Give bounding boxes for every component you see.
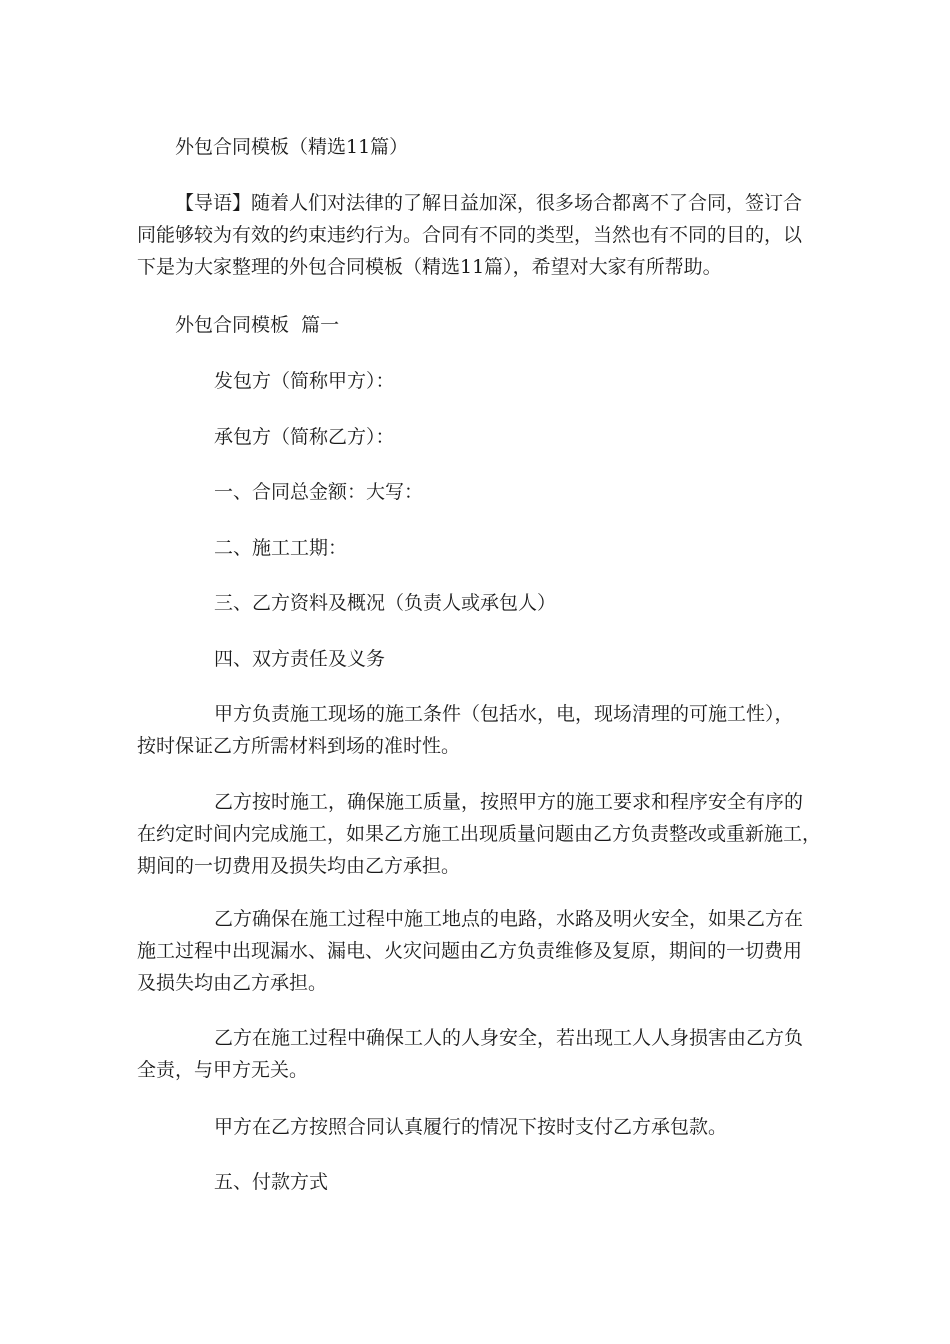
responsibility-paragraph-5: 甲方在乙方按照合同认真履行的情况下按时支付乙方承包款。 [214,1116,728,1138]
party-a-line: 发包方（简称甲方）： [214,370,395,392]
p1-line-2: 按时保证乙方所需材料到场的准时性。 [137,735,461,757]
intro-paragraph [137,187,837,283]
p2-line-3: 期间的一切费用及损失均由乙方承担。 [137,855,461,877]
contract-amount-item: 一、合同总金额：大写： [214,481,424,503]
party-b-line: 承包方（简称乙方）： [214,426,395,448]
p3-line-3: 及损失均由乙方承担。 [137,972,328,994]
intro-line-2: 同能够较为有效的约束违约行为。合同有不同的类型，当然也有不同的目的，以 [137,224,803,246]
payment-method-heading: 五、付款方式 [214,1171,329,1193]
intro-line-3: 下是为大家整理的外包合同模板（精选11篇），希望对大家有所帮助。 [137,256,722,278]
party-b-info-item: 三、乙方资料及概况（负责人或承包人） [214,592,557,614]
document-title: 外包合同模板（精选11篇） [175,136,409,158]
p3-line-2: 施工过程中出现漏水、漏电、火灾问题由乙方负责维修及复原，期间的一切费用 [137,940,803,962]
p4-line-1: 乙方在施工过程中确保工人的人身安全，若出现工人人身损害由乙方负 [214,1027,804,1049]
construction-period-item: 二、施工工期： [214,537,348,559]
responsibility-paragraph-2 [137,786,837,882]
intro-line-1: 【导语】随着人们对法律的了解日益加深，很多场合都离不了合同，签订合 [175,192,803,214]
responsibility-paragraph-4 [137,1022,837,1086]
p3-line-1: 乙方确保在施工过程中施工地点的电路，水路及明火安全，如果乙方在 [214,908,804,930]
p1-line-1: 甲方负责施工现场的施工条件（包括水，电，现场清理的可施工性）， [214,703,794,725]
responsibility-paragraph-1 [137,698,837,762]
p2-line-1: 乙方按时施工，确保施工质量，按照甲方的施工要求和程序安全有序的 [214,791,804,813]
p2-line-2: 在约定时间内完成施工，如果乙方施工出现质量问题由乙方负责整改或重新施工， [137,823,822,845]
p4-line-2: 全责，与甲方无关。 [137,1059,309,1081]
section-heading: 外包合同模板 篇一 [175,314,340,336]
responsibilities-heading: 四、双方责任及义务 [214,648,386,670]
responsibility-paragraph-3 [137,903,837,999]
